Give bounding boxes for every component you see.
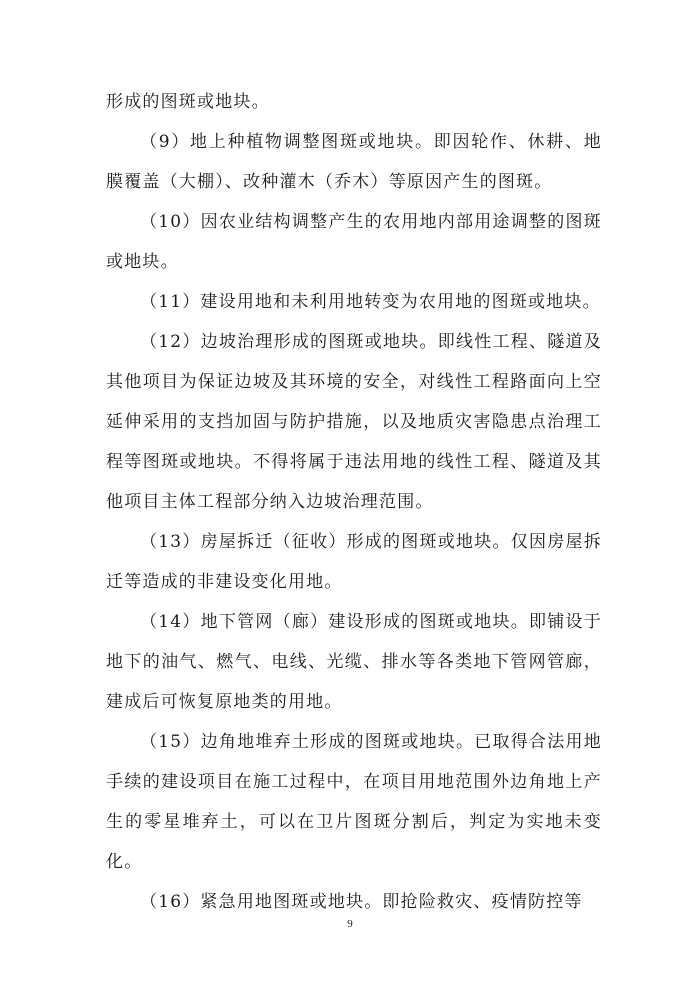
- paragraph-item-12: （12）边坡治理形成的图斑或地块。即线性工程、隧道及其他项目为保证边坡及其环境的安全，对线性工程路面向上空延伸采用的支挡加固与防护措施，以及地质灾害隐患点治理工程等图斑或地块。不得将属于违法用地的线性工程、隧道及其他项目主体工程部分纳入边坡治理范围。: [106, 332, 602, 512]
- paragraph-continuation: 形成的图斑或地块。: [106, 92, 270, 112]
- document-body: [106, 82, 602, 922]
- paragraph-item-10: （10）因农业结构调整产生的农用地内部用途调整的图斑或地块。: [106, 212, 602, 272]
- page-number: 9: [347, 918, 353, 930]
- paragraph-item-13: （13）房屋拆迁（征收）形成的图斑或地块。仅因房屋拆迁等造成的非建设变化用地。: [106, 532, 602, 592]
- paragraph-item-11: （11）建设用地和未利用地转变为农用地的图斑或地块。: [140, 292, 601, 312]
- paragraph-item-14: （14）地下管网（廊）建设形成的图斑或地块。即铺设于地下的油气、燃气、电线、光缆、排水等各类地下管网管廊，建成后可恢复原地类的用地。: [106, 612, 602, 712]
- paragraph-item-15: （15）边角地堆弃土形成的图斑或地块。已取得合法用地手续的建设项目在施工过程中，在项目用地范围外边角地上产生的零星堆弃土，可以在卫片图斑分割后，判定为实地未变化。: [106, 732, 602, 872]
- paragraph-item-9: （9）地上种植物调整图斑或地块。即因轮作、休耕、地膜覆盖（大棚）、改种灌木（乔木）等原因产生的图斑。: [106, 132, 602, 192]
- paragraph-item-16: （16）紧急用地图斑或地块。即抢险救灾、疫情防控等: [140, 892, 583, 912]
